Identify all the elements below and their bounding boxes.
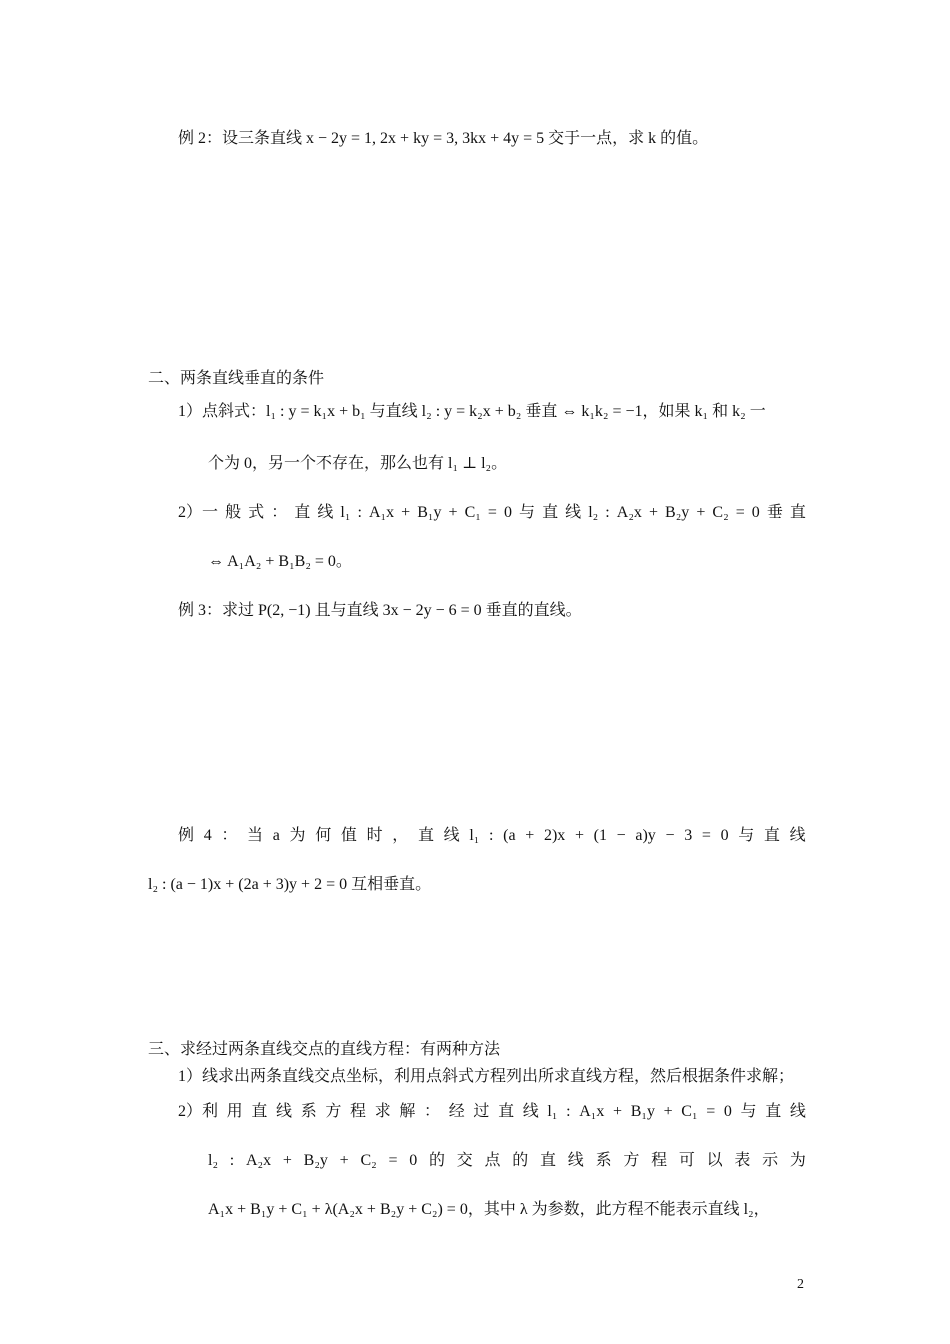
section-2-heading: 二、两条直线垂直的条件	[148, 370, 325, 387]
example-4-line1: 例 4 ： 当 a 为 何 值 时 ， 直 线 l₁ : (a + 2)x + (1 − a)y − 3 = 0 与 直 线	[178, 827, 806, 844]
example-2: 例 2：设三条直线 x − 2y = 1, 2x + ky = 3, 3kx + 4y = 5 交于一点，求 k 的值。	[178, 130, 709, 147]
perp-point-slope-line1: 1）点斜式：l₁ : y = k₁x + b₁ 与直线 l₂ : y = k₂x + b₂ 垂直 ⇔ k₁k₂ = −1，如果 k₁ 和 k₂ 一	[178, 403, 766, 420]
perp-general-form-line2: ⇔ A₁A₂ + B₁B₂ = 0。	[208, 553, 352, 570]
section-3-heading: 三、求经过两条直线交点的直线方程：有两种方法	[148, 1041, 501, 1058]
example-3: 例 3：求过 P(2, −1) 且与直线 3x − 2y − 6 = 0 垂直的直线。	[178, 602, 582, 619]
method-2-line1: 2）利 用 直 线 系 方 程 求 解 ： 经 过 直 线 l₁ : A₁x + B₁y + C₁ = 0 与 直 线	[178, 1103, 806, 1120]
page-number: 2	[797, 1277, 804, 1292]
perp-point-slope-line2: 个为 0，另一个不存在，那么也有 l₁ ⊥ l₂。	[208, 455, 508, 472]
method-1: 1）线求出两条直线交点坐标，利用点斜式方程列出所求直线方程，然后根据条件求解；	[178, 1068, 795, 1085]
example-4-line2: l₂ : (a − 1)x + (2a + 3)y + 2 = 0 互相垂直。	[148, 876, 432, 893]
method-2-line2: l₂ : A₂x + B₂y + C₂ = 0 的 交 点 的 直 线 系 方 程 可 以 表 示 为	[208, 1152, 806, 1169]
method-2-line3: A₁x + B₁y + C₁ + λ(A₂x + B₂y + C₂) = 0，其中 λ 为参数，此方程不能表示直线 l₂，	[208, 1201, 770, 1218]
perp-general-form-line1: 2）一 般 式 ： 直 线 l₁ : A₁x + B₁y + C₁ = 0 与 直 线 l₂ : A₂x + B₂y + C₂ = 0 垂 直	[178, 504, 806, 521]
